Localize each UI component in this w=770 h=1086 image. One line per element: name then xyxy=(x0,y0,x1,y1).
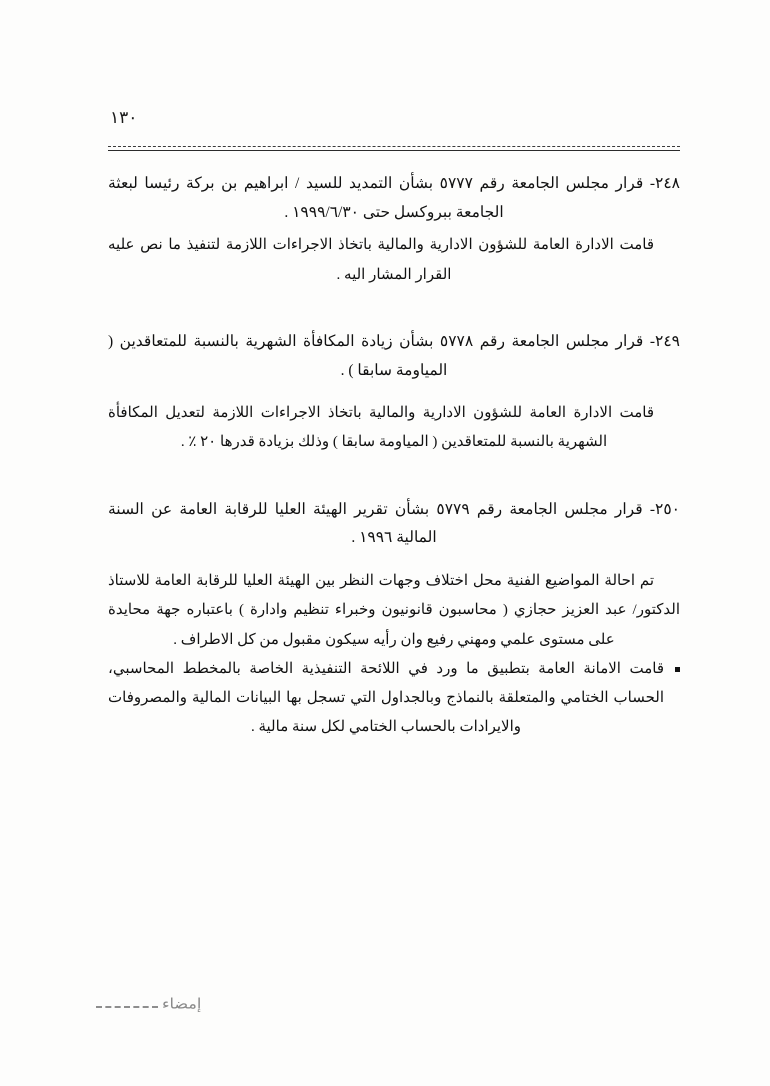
page-number: ١٣٠ xyxy=(110,108,138,127)
footer-scribble-text: إمضاء xyxy=(162,996,202,1013)
bullet-dot-icon xyxy=(675,667,680,672)
item-heading xyxy=(108,170,680,227)
item-heading xyxy=(108,328,680,385)
spacer xyxy=(108,385,680,395)
footer-signature-mark xyxy=(96,994,376,1020)
item-number: ٢٥٠- xyxy=(649,500,681,518)
header-divider-solid xyxy=(108,150,680,151)
spacer xyxy=(108,476,680,496)
list-item xyxy=(108,328,680,458)
item-heading-text: قرار مجلس الجامعة رقم ٥٧٧٨ بشأن زيادة المكافأة الشهرية بالنسبة للمتعاقدين ( المياومة سابقا ) . xyxy=(108,332,644,379)
item-number: ٢٤٨- xyxy=(649,175,680,192)
item-heading xyxy=(108,496,680,553)
spacer xyxy=(108,308,680,328)
item-heading-text: قرار مجلس الجامعة رقم ٥٧٧٧ بشأن التمديد للسيد / ابراهيم بن بركة رئيسا لبعثة الجامعة ببروكسل حتى ١٩٩٩/٦/٣٠ . xyxy=(108,175,644,221)
spacer xyxy=(108,553,680,563)
document-body xyxy=(108,170,680,761)
item-paragraph: تم احالة المواضيع الفنية محل اختلاف وجهات النظر بين الهيئة العليا للرقابة العامة للاستاذ الدكتور/ عبد العزيز حجازي ( محاسبون قانونيون وخبراء تنظيم وادارة ) باعتباره جهة محايدة على مستوى علمي ومهني رفيع وان رأيه سيكون مقبول من كل الاطراف . xyxy=(108,573,680,648)
item-heading-text: قرار مجلس الجامعة رقم ٥٧٧٩ بشأن تقرير الهيئة العليا للرقابة العامة عن السنة المالية ١٩٩٦ . xyxy=(108,500,643,547)
item-paragraph: قامت الادارة العامة للشؤون الادارية والمالية باتخاذ الاجراءات اللازمة لتنفيذ ما نص عليه القرار المشار اليه . xyxy=(108,237,654,283)
header-divider-dashed xyxy=(108,146,680,147)
item-bullet xyxy=(108,655,680,743)
list-item xyxy=(108,170,680,290)
list-item xyxy=(108,496,680,743)
footer-dash xyxy=(96,1006,158,1008)
item-number: ٢٤٩- xyxy=(649,332,681,350)
item-paragraph: قامت الادارة العامة للشؤون الادارية والمالية باتخاذ الاجراءات اللازمة لتعديل المكافأة الشهرية بالنسبة للمتعاقدين ( المياومة سابقا ) وذلك بزيادة قدرها ٢٠ ٪ . xyxy=(108,405,654,451)
item-bullet-text: قامت الامانة العامة بتطبيق ما ورد في اللائحة التنفيذية الخاصة بالمخطط المحاسبي، الحساب الختامي والمتعلقة بالنماذج وبالجداول التي تسجل بها البيانات المالية والمصروفات والايرادات بالحساب الختامي لكل سنة مالية . xyxy=(108,660,664,736)
